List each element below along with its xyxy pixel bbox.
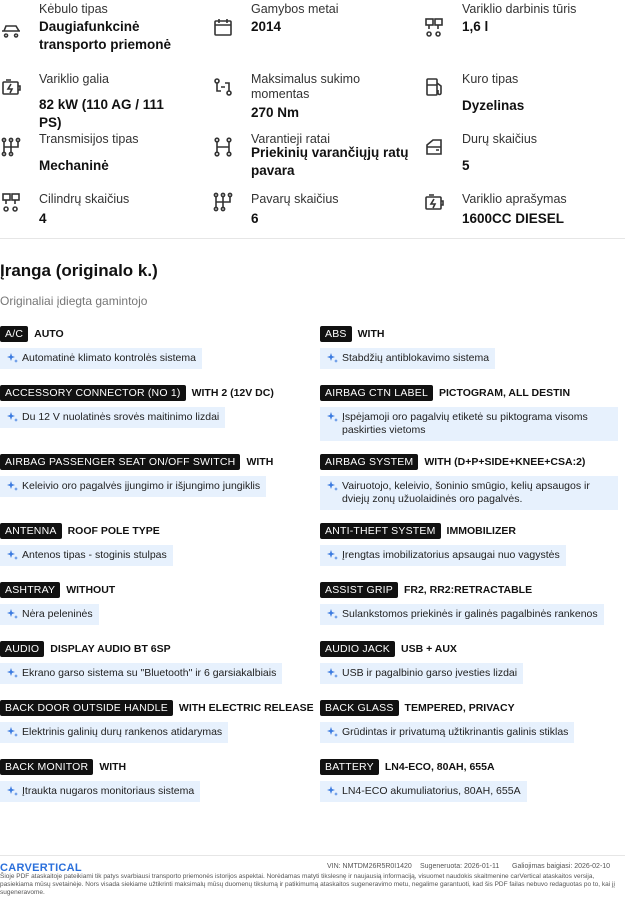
equipment-description: Stabdžių antiblokavimo sistema	[320, 348, 495, 369]
equipment-description: LN4-ECO akumuliatorius, 80AH, 655A	[320, 781, 527, 802]
divider	[0, 238, 625, 239]
sparkle-icon	[6, 667, 18, 679]
sparkle-icon	[326, 352, 338, 364]
spec-label: Cilindrų skaičius	[39, 192, 130, 206]
equipment-item	[320, 581, 625, 625]
sparkle-icon	[6, 608, 18, 620]
equipment-code-badge: ASHTRAY	[0, 582, 60, 598]
equipment-description: Sulankstomos priekinės ir galinės pagalbinės rankenos	[320, 604, 604, 625]
equipment-code-badge: AUDIO JACK	[320, 641, 395, 657]
spec-label: Variklio galia	[39, 72, 109, 86]
spec-value: 1,6 l	[462, 19, 489, 34]
equipment-code-badge: BACK GLASS	[320, 700, 399, 716]
engine-icon	[423, 191, 445, 213]
equipment-description: Elektrinis galinių durų rankenos atidarymas	[0, 722, 228, 743]
equipment-description: USB ir pagalbinio garso įvesties lizdai	[320, 663, 523, 684]
equipment-value: IMMOBILIZER	[446, 525, 516, 537]
sparkle-icon	[6, 480, 18, 492]
equipment-description: Įspėjamoji oro pagalvių etiketė su piktograma visoms paskirties vietoms	[320, 407, 618, 441]
sparkle-icon	[326, 726, 338, 738]
car-icon	[0, 16, 22, 38]
spec-value: 6	[251, 211, 259, 226]
cylinders-icon	[0, 191, 22, 213]
equipment-code-badge: BATTERY	[320, 759, 379, 775]
engine-displacement-icon	[423, 16, 445, 38]
equipment-description: Nėra peleninės	[0, 604, 99, 625]
footer	[0, 855, 625, 901]
valid-until: Galiojimas baigiasi: 2026-02-10	[512, 863, 611, 870]
sparkle-icon	[326, 667, 338, 679]
spec-label: Variklio darbinis tūris	[462, 2, 577, 16]
equipment-item	[320, 453, 625, 510]
drive-wheels-icon	[212, 136, 234, 158]
equipment-item	[320, 325, 625, 369]
equipment-value: WITH 2 (12V DC)	[191, 387, 274, 399]
equipment-value: TEMPERED, PRIVACY	[404, 702, 515, 714]
equipment-item	[320, 758, 625, 802]
equipment-code-badge: AUDIO	[0, 641, 44, 657]
equipment-code-badge: AIRBAG CTN LABEL	[320, 385, 433, 401]
equipment-code-badge: ABS	[320, 326, 352, 342]
disclaimer: Šioje PDF ataskaitoje pateikiami tik patys svarbiausi transporto priemonės istorijos aspektai. Norėdamas matyti tikslesnę ir naujausią informaciją, visuomet naudokis skaitmenine carVertical ataskaitos versija, pasiekiama mūsų svetainėje. Nors visada siekiame užtikrinti maksimalų mūsų duomenų tikslumą ir patikimumą ataskaitos sugeneravimo metu, negalime garantuoti, kad šis PDF failas nebuvo redaguotas po to, kai jį sugeneravome.	[0, 873, 615, 896]
equipment-item	[320, 699, 625, 743]
equipment-code-badge: ACCESSORY CONNECTOR (NO 1)	[0, 385, 186, 401]
spec-value: Mechaninė	[39, 158, 109, 173]
equipment-description: Du 12 V nuolatinės srovės maitinimo lizdai	[0, 407, 225, 428]
spec-label: Maksimalus sukimo momentas	[251, 72, 361, 101]
equipment-item	[0, 699, 314, 743]
sparkle-icon	[326, 608, 338, 620]
equipment-title: Įranga (originalo k.)	[0, 261, 158, 280]
sparkle-icon	[6, 726, 18, 738]
spec-label: Kuro tipas	[462, 72, 519, 86]
generated-date: Sugeneruota: 2026-01-11	[420, 863, 500, 870]
equipment-value: USB + AUX	[401, 643, 457, 655]
equipment-description: Keleivio oro pagalvės įjungimo ir išjungimo jungiklis	[0, 476, 266, 497]
spec-value: 4	[39, 211, 47, 226]
spec-value: 270 Nm	[251, 105, 300, 120]
equipment-item	[0, 522, 305, 566]
equipment-value: WITH (D+P+SIDE+KNEE+CSA:2)	[424, 456, 586, 468]
sparkle-icon	[326, 480, 338, 492]
spec-label: Kėbulo tipas	[39, 2, 108, 16]
torque-icon	[212, 76, 234, 98]
equipment-description: Ekrano garso sistema su "Bluetooth" ir 6 garsiakalbiais	[0, 663, 282, 684]
equipment-description: Antenos tipas - stoginis stulpas	[0, 545, 173, 566]
spec-label: Durų skaičius	[462, 132, 538, 146]
sparkle-icon	[326, 411, 338, 423]
brand-logo: CARVERTICAL	[0, 862, 82, 874]
equipment-description: Grūdintas ir privatumą užtikrinantis galinis stiklas	[320, 722, 574, 743]
equipment-value: WITHOUT	[66, 584, 116, 596]
transmission-icon	[0, 136, 22, 158]
equipment-item	[0, 640, 305, 684]
equipment-code-badge: ANTI-THEFT SYSTEM	[320, 523, 441, 539]
spec-value: Priekinių varančiųjų ratų pavara	[251, 145, 409, 178]
sparkle-icon	[6, 785, 18, 797]
equipment-subtitle: Originaliai įdiegta gamintojo	[0, 294, 148, 308]
equipment-value: WITH	[357, 328, 385, 340]
equipment-item	[320, 384, 625, 441]
sparkle-icon	[326, 785, 338, 797]
battery-engine-icon	[0, 76, 22, 98]
spec-value: Dyzelinas	[462, 98, 525, 113]
gears-icon	[212, 191, 234, 213]
equipment-code-badge: ANTENNA	[0, 523, 62, 539]
equipment-item	[320, 640, 625, 684]
equipment-value: PICTOGRAM, ALL DESTIN	[438, 387, 571, 399]
door-icon	[423, 136, 445, 158]
vin-text: VIN: NMTDM26R5R0I1420	[327, 863, 412, 870]
equipment-item	[0, 581, 305, 625]
spec-value: 5	[462, 158, 470, 173]
sparkle-icon	[326, 549, 338, 561]
equipment-description: Įtraukta nugaros monitoriaus sistema	[0, 781, 200, 802]
equipment-description: Automatinė klimato kontrolės sistema	[0, 348, 202, 369]
equipment-value: WITH ELECTRIC RELEASE	[178, 702, 314, 714]
spec-label: Varantieji ratai	[251, 132, 330, 146]
equipment-code-badge: A/C	[0, 326, 28, 342]
sparkle-icon	[6, 352, 18, 364]
equipment-item	[0, 758, 305, 802]
spec-label: Variklio aprašymas	[462, 192, 567, 206]
spec-value: 82 kW (110 AG / 111 PS)	[39, 97, 164, 130]
equipment-value: FR2, RR2:RETRACTABLE	[403, 584, 533, 596]
spec-label: Gamybos metai	[251, 2, 339, 16]
sparkle-icon	[6, 549, 18, 561]
spec-value: Daugiafunkcinė transporto priemonė	[39, 19, 172, 52]
equipment-value: WITH	[99, 761, 127, 773]
equipment-code-badge: BACK DOOR OUTSIDE HANDLE	[0, 700, 173, 716]
equipment-description: Įrengtas imobilizatorius apsaugai nuo vagystės	[320, 545, 566, 566]
equipment-value: DISPLAY AUDIO BT 6SP	[50, 643, 171, 655]
spec-label: Transmisijos tipas	[39, 132, 139, 146]
spec-label: Pavarų skaičius	[251, 192, 339, 206]
equipment-value: ROOF POLE TYPE	[67, 525, 160, 537]
fuel-pump-icon	[423, 76, 445, 98]
equipment-code-badge: BACK MONITOR	[0, 759, 93, 775]
spec-value: 1600CC DIESEL	[462, 211, 565, 226]
equipment-code-badge: ASSIST GRIP	[320, 582, 398, 598]
equipment-item	[0, 453, 305, 497]
equipment-item	[0, 384, 305, 428]
equipment-value: AUTO	[34, 328, 64, 340]
equipment-value: WITH	[246, 456, 274, 468]
calendar-icon	[212, 16, 234, 38]
sparkle-icon	[6, 411, 18, 423]
equipment-value: LN4-ECO, 80AH, 655A	[384, 761, 495, 773]
equipment-item	[0, 325, 305, 369]
equipment-description: Vairuotojo, keleivio, šoninio smūgio, kelių apsaugos ir dviejų zonų užuolaidinės oro pagalvės.	[320, 476, 618, 510]
equipment-code-badge: AIRBAG SYSTEM	[320, 454, 418, 470]
equipment-code-badge: AIRBAG PASSENGER SEAT ON/OFF SWITCH	[0, 454, 240, 470]
spec-value: 2014	[251, 19, 282, 34]
equipment-item	[320, 522, 625, 566]
